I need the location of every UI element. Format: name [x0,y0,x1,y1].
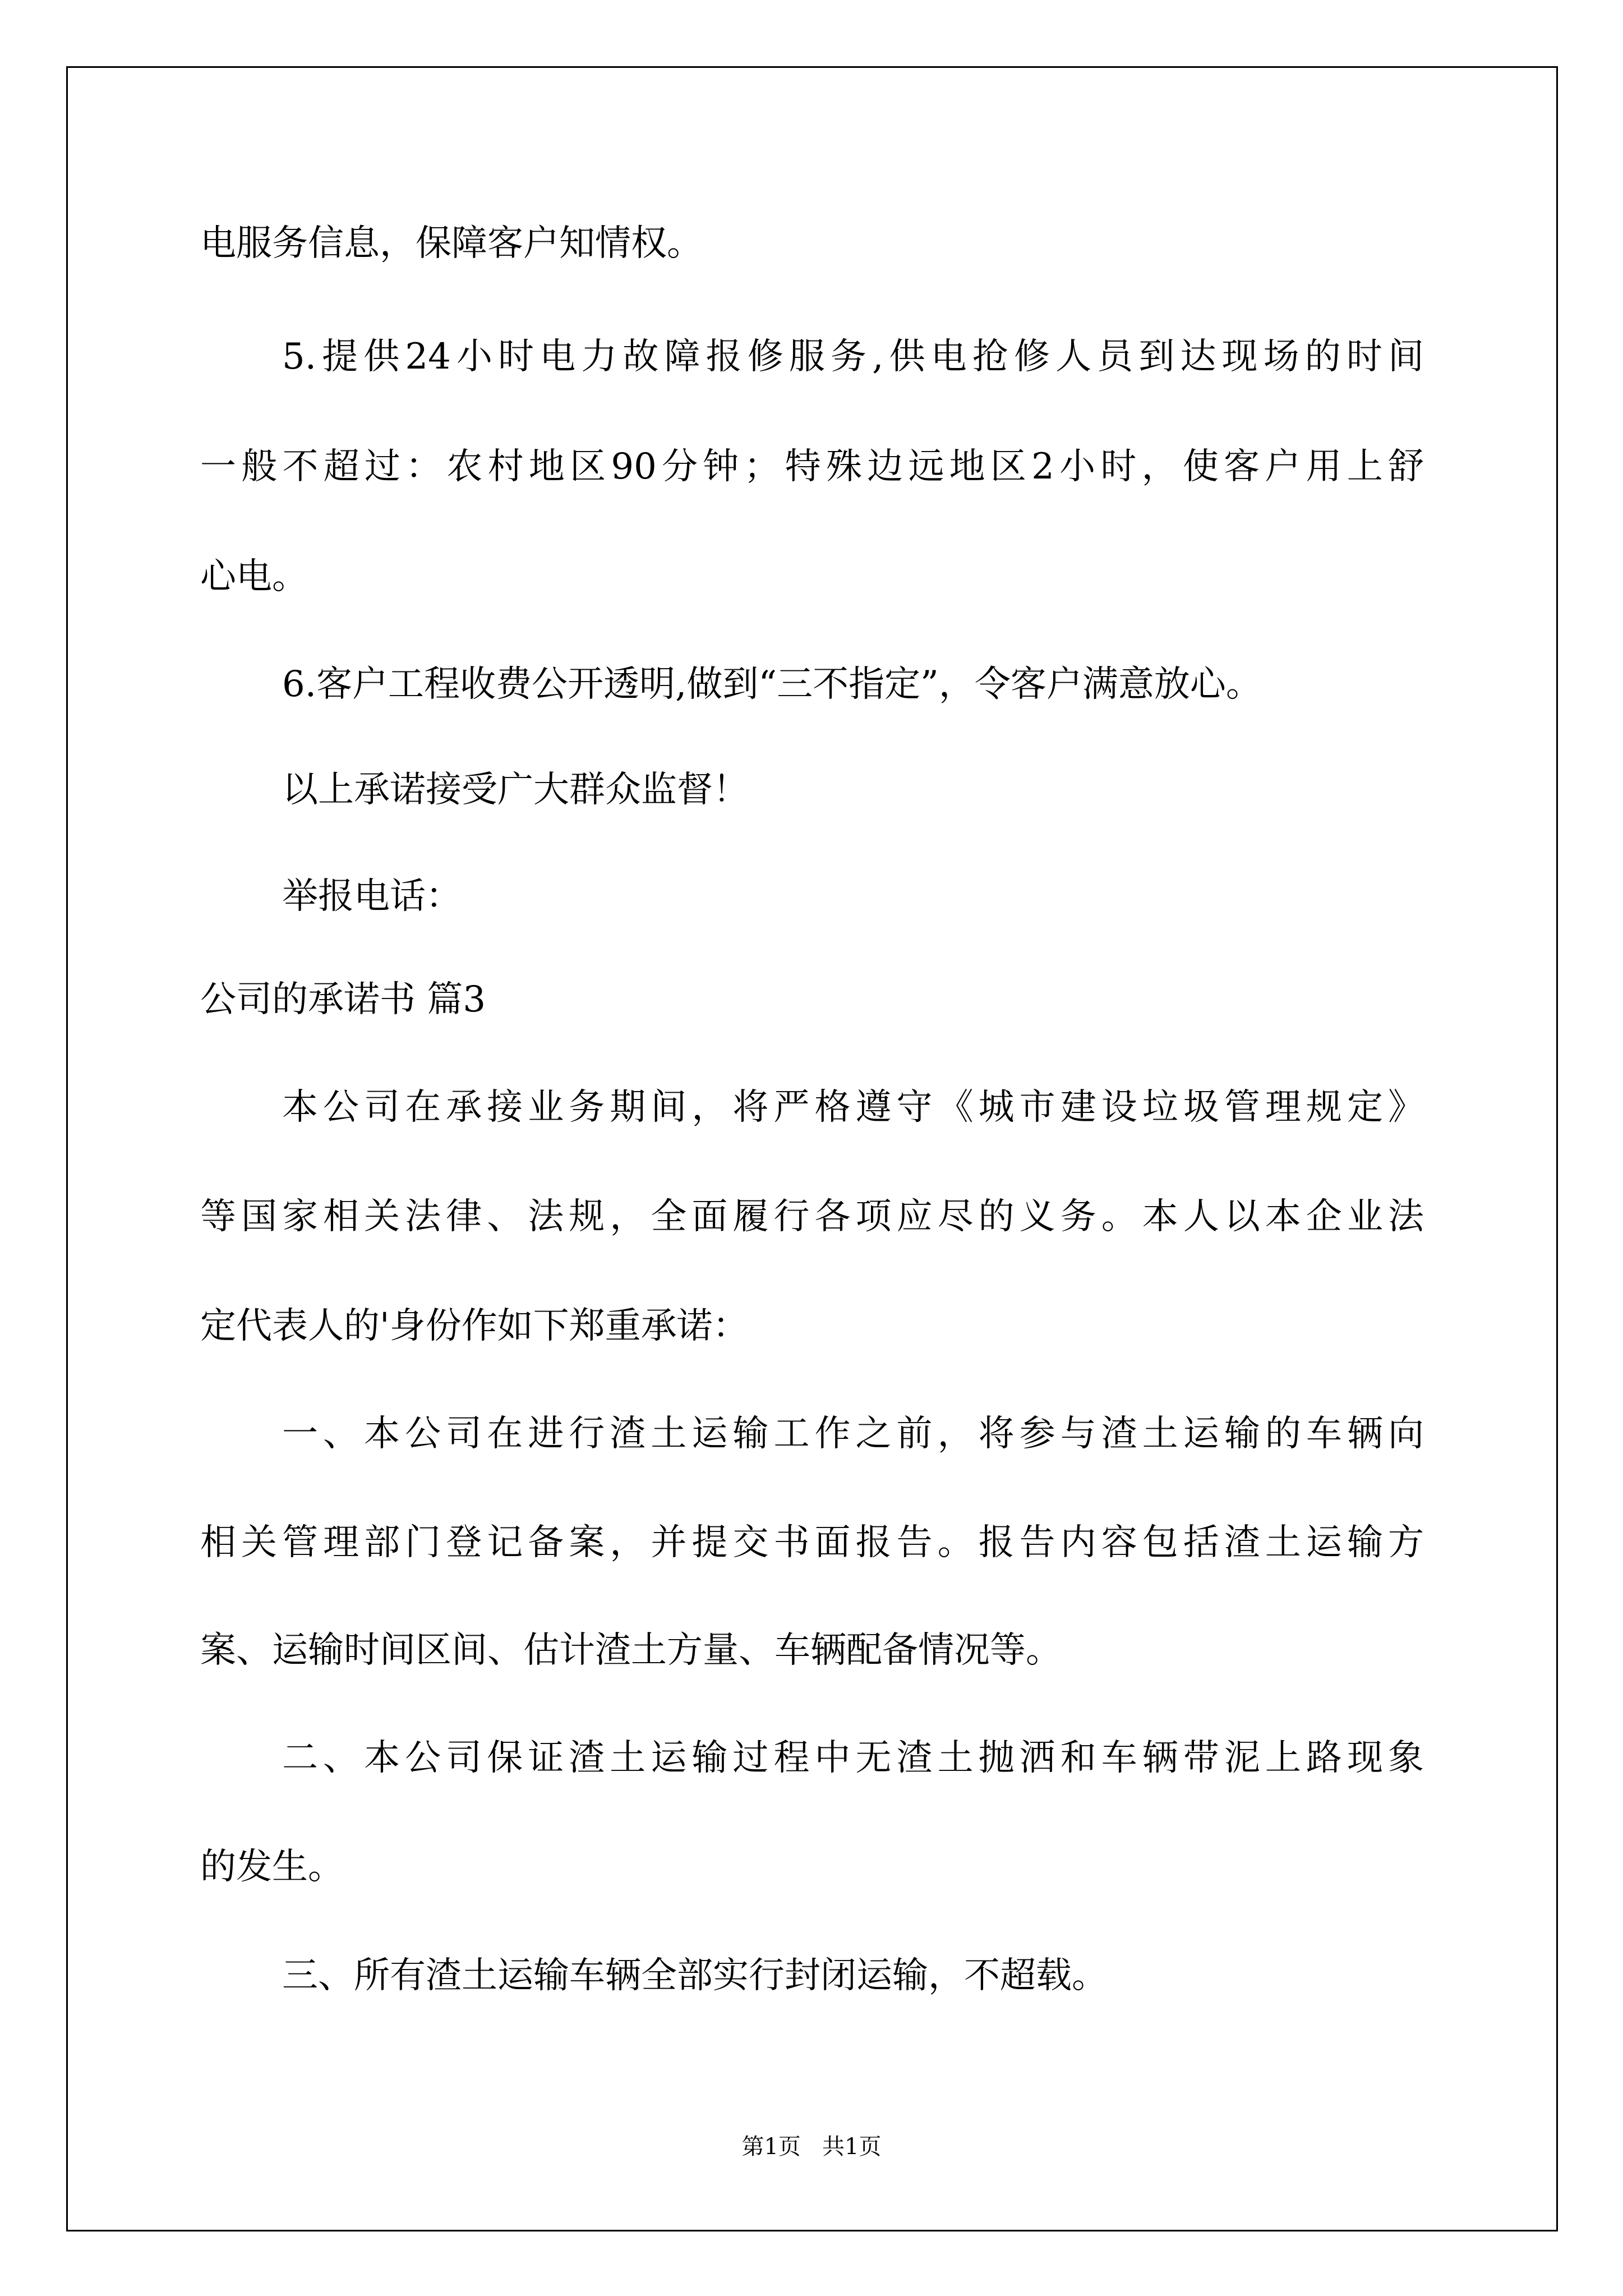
paragraph-line: 定代表人的'身份作如下郑重承诺： [200,1305,749,1347]
paragraph-line: 一、本公司在进行渣土运输工作之前，将参与渣土运输的车辆向 [282,1413,1424,1455]
paragraph-line: 心电。 [200,556,308,597]
section-heading: 公司的承诺书 篇3 [200,979,486,1020]
paragraph-line: 相关管理部门登记备案，并提交书面报告。报告内容包括渣土运输方 [200,1522,1424,1563]
paragraph-line: 三、所有渣土运输车辆全部实行封闭运输，不超载。 [282,1955,1108,1996]
paragraph-line: 6.客户工程收费公开透明,做到“三不指定”，令客户满意放心。 [282,664,1262,705]
paragraph-line: 5.提供24小时电力故障报修服务,供电抢修人员到达现场的时间 [282,336,1424,378]
paragraph-line: 等国家相关法律、法规，全面履行各项应尽的义务。本人以本企业法 [200,1196,1424,1237]
paragraph-line: 电服务信息，保障客户知情权。 [200,223,703,264]
page-border [66,66,1558,2231]
paragraph-line: 二、本公司保证渣土运输过程中无渣土抛洒和车辆带泥上路现象 [282,1737,1424,1779]
paragraph-line: 举报电话： [282,876,462,917]
paragraph-line: 本公司在承接业务期间，将严格遵守《城市建设垃圾管理规定》 [282,1087,1424,1128]
paragraph-line: 一般不超过：农村地区90分钟；特殊边远地区2小时，使客户用上舒 [200,446,1424,487]
page-footer: 第1页 共1页 [741,2134,882,2160]
paragraph-line: 案、运输时间区间、估计渣土方量、车辆配备情况等。 [200,1630,1062,1671]
paragraph-line: 的发生。 [200,1846,344,1888]
paragraph-line: 以上承诺接受广大群众监督！ [282,769,749,811]
